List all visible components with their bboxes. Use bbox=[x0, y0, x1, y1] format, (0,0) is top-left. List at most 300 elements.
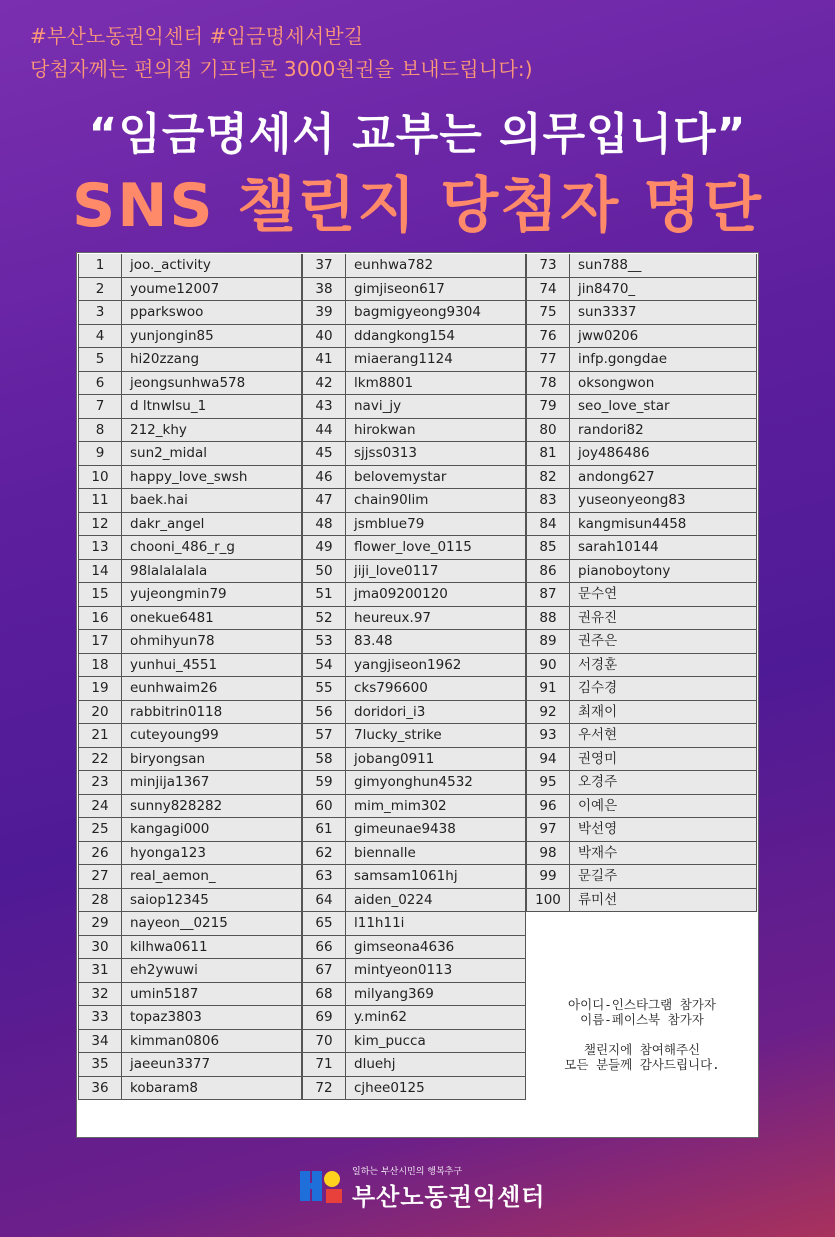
winner-number: 37 bbox=[302, 254, 346, 277]
winner-id: yunhui_4551 bbox=[122, 654, 302, 677]
table-row bbox=[78, 489, 302, 513]
table-row bbox=[526, 442, 757, 466]
winner-id: jma09200120 bbox=[346, 583, 526, 606]
winner-id: biennalle bbox=[346, 842, 526, 865]
winner-number: 94 bbox=[526, 748, 570, 771]
winner-number: 49 bbox=[302, 536, 346, 559]
table-row bbox=[526, 865, 757, 889]
table-row bbox=[302, 1030, 526, 1054]
table-row bbox=[78, 889, 302, 913]
winner-number: 89 bbox=[526, 630, 570, 653]
winner-number: 77 bbox=[526, 348, 570, 371]
table-row bbox=[78, 983, 302, 1007]
winner-number: 79 bbox=[526, 395, 570, 418]
winner-id: 이예은 bbox=[570, 795, 757, 818]
winner-id: 우서현 bbox=[570, 724, 757, 747]
winner-id: joo._activity bbox=[122, 254, 302, 277]
table-row bbox=[526, 583, 757, 607]
winner-number: 51 bbox=[302, 583, 346, 606]
winner-number: 59 bbox=[302, 771, 346, 794]
table-row bbox=[302, 513, 526, 537]
winners-column-2 bbox=[302, 254, 526, 1100]
winner-id: minjija1367 bbox=[122, 771, 302, 794]
table-row bbox=[78, 865, 302, 889]
winner-id: sarah10144 bbox=[570, 536, 757, 559]
winner-id: andong627 bbox=[570, 466, 757, 489]
winner-id: baek.hai bbox=[122, 489, 302, 512]
table-row bbox=[526, 701, 757, 725]
note-line-instagram: 아이디-인스타그램 참가자 bbox=[568, 997, 716, 1012]
org-logo-icon bbox=[298, 1167, 346, 1209]
table-row bbox=[302, 278, 526, 302]
winner-id: eunhwaim26 bbox=[122, 677, 302, 700]
winner-id: jww0206 bbox=[570, 325, 757, 348]
table-row bbox=[526, 536, 757, 560]
winner-number: 74 bbox=[526, 278, 570, 301]
table-row bbox=[78, 912, 302, 936]
table-row bbox=[78, 395, 302, 419]
table-row bbox=[302, 607, 526, 631]
table-row bbox=[78, 442, 302, 466]
winner-id: aiden_0224 bbox=[346, 889, 526, 912]
winner-number: 5 bbox=[78, 348, 122, 371]
table-row bbox=[78, 654, 302, 678]
winner-id: gimjiseon617 bbox=[346, 278, 526, 301]
winner-number: 32 bbox=[78, 983, 122, 1006]
winner-id: nayeon__0215 bbox=[122, 912, 302, 935]
winner-number: 9 bbox=[78, 442, 122, 465]
winner-id: rabbitrin0118 bbox=[122, 701, 302, 724]
table-row bbox=[302, 325, 526, 349]
winner-id: 류미선 bbox=[570, 889, 757, 912]
winner-number: 6 bbox=[78, 372, 122, 395]
winner-number: 41 bbox=[302, 348, 346, 371]
winner-id: seo_love_star bbox=[570, 395, 757, 418]
table-row bbox=[302, 583, 526, 607]
winner-id: 김수경 bbox=[570, 677, 757, 700]
table-row bbox=[78, 677, 302, 701]
winner-number: 61 bbox=[302, 818, 346, 841]
table-row bbox=[302, 889, 526, 913]
winner-id: cjhee0125 bbox=[346, 1077, 526, 1100]
winner-number: 83 bbox=[526, 489, 570, 512]
winner-id: sun3337 bbox=[570, 301, 757, 324]
winner-number: 39 bbox=[302, 301, 346, 324]
winner-id: 최재이 bbox=[570, 701, 757, 724]
winner-id: sun788__ bbox=[570, 254, 757, 277]
winner-number: 7 bbox=[78, 395, 122, 418]
winner-number: 50 bbox=[302, 560, 346, 583]
winner-id: gimyonghun4532 bbox=[346, 771, 526, 794]
winner-number: 56 bbox=[302, 701, 346, 724]
winner-number: 64 bbox=[302, 889, 346, 912]
table-row bbox=[526, 607, 757, 631]
winner-id: eunhwa782 bbox=[346, 254, 526, 277]
winner-number: 70 bbox=[302, 1030, 346, 1053]
winner-id: mim_mim302 bbox=[346, 795, 526, 818]
winner-number: 62 bbox=[302, 842, 346, 865]
table-row bbox=[302, 724, 526, 748]
winner-number: 36 bbox=[78, 1077, 122, 1100]
winner-id: d ltnwlsu_1 bbox=[122, 395, 302, 418]
winner-id: milyang369 bbox=[346, 983, 526, 1006]
table-row bbox=[526, 395, 757, 419]
org-name: 부산노동권익센터 bbox=[352, 1183, 546, 1211]
winner-number: 34 bbox=[78, 1030, 122, 1053]
winner-id: real_aemon_ bbox=[122, 865, 302, 888]
winner-number: 71 bbox=[302, 1053, 346, 1076]
winner-id: dluehj bbox=[346, 1053, 526, 1076]
table-row bbox=[526, 889, 757, 913]
table-row bbox=[78, 583, 302, 607]
table-row bbox=[78, 419, 302, 443]
note-line-facebook: 이름-페이스북 참가자 bbox=[580, 1012, 704, 1027]
headline: “임금명세서 교부는 의무입니다” bbox=[88, 109, 747, 160]
winner-number: 84 bbox=[526, 513, 570, 536]
winner-id: eh2ywuwi bbox=[122, 959, 302, 982]
winner-id: youme12007 bbox=[122, 278, 302, 301]
winner-id: jin8470_ bbox=[570, 278, 757, 301]
table-row bbox=[78, 771, 302, 795]
winner-number: 53 bbox=[302, 630, 346, 653]
winner-id: 박선영 bbox=[570, 818, 757, 841]
table-row bbox=[78, 278, 302, 302]
table-row bbox=[78, 630, 302, 654]
winner-id: doridori_i3 bbox=[346, 701, 526, 724]
table-row bbox=[302, 419, 526, 443]
winner-number: 96 bbox=[526, 795, 570, 818]
winner-number: 4 bbox=[78, 325, 122, 348]
org-logo bbox=[298, 1164, 545, 1212]
table-row bbox=[526, 560, 757, 584]
winner-id: happy_love_swsh bbox=[122, 466, 302, 489]
winner-id: cuteyoung99 bbox=[122, 724, 302, 747]
winner-number: 54 bbox=[302, 654, 346, 677]
winner-id: biryongsan bbox=[122, 748, 302, 771]
table-row bbox=[526, 419, 757, 443]
winner-number: 98 bbox=[526, 842, 570, 865]
winner-number: 97 bbox=[526, 818, 570, 841]
winner-id: yangjiseon1962 bbox=[346, 654, 526, 677]
winner-number: 18 bbox=[78, 654, 122, 677]
winner-number: 52 bbox=[302, 607, 346, 630]
table-row bbox=[526, 466, 757, 490]
winner-number: 90 bbox=[526, 654, 570, 677]
winners-column-3 bbox=[526, 254, 757, 912]
winner-number: 25 bbox=[78, 818, 122, 841]
table-row bbox=[78, 818, 302, 842]
table-row bbox=[78, 348, 302, 372]
winner-number: 45 bbox=[302, 442, 346, 465]
winner-number: 80 bbox=[526, 419, 570, 442]
note-line-thanks-2: 모든 분들께 감사드립니다. bbox=[564, 1057, 720, 1072]
winner-id: sunny828282 bbox=[122, 795, 302, 818]
table-row bbox=[302, 748, 526, 772]
table-row bbox=[78, 795, 302, 819]
winner-number: 26 bbox=[78, 842, 122, 865]
winner-number: 29 bbox=[78, 912, 122, 935]
winner-id: pianoboytony bbox=[570, 560, 757, 583]
winner-number: 14 bbox=[78, 560, 122, 583]
winner-id: topaz3803 bbox=[122, 1006, 302, 1029]
table-row bbox=[78, 372, 302, 396]
table-row bbox=[302, 771, 526, 795]
table-row bbox=[78, 560, 302, 584]
table-row bbox=[78, 466, 302, 490]
table-row bbox=[526, 654, 757, 678]
hashtag-line: #부산노동권익센터 #임금명세서받길 bbox=[30, 24, 364, 48]
winner-number: 47 bbox=[302, 489, 346, 512]
org-tagline: 일하는 부산시민의 행복추구 bbox=[352, 1167, 463, 1177]
winner-number: 86 bbox=[526, 560, 570, 583]
winner-number: 81 bbox=[526, 442, 570, 465]
table-row bbox=[302, 630, 526, 654]
winner-number: 85 bbox=[526, 536, 570, 559]
winner-number: 42 bbox=[302, 372, 346, 395]
winner-number: 91 bbox=[526, 677, 570, 700]
winner-id: 문수연 bbox=[570, 583, 757, 606]
winner-number: 12 bbox=[78, 513, 122, 536]
winner-number: 58 bbox=[302, 748, 346, 771]
winner-id: l11h11i bbox=[346, 912, 526, 935]
winner-number: 19 bbox=[78, 677, 122, 700]
table-row bbox=[78, 1030, 302, 1054]
winner-number: 23 bbox=[78, 771, 122, 794]
winner-number: 35 bbox=[78, 1053, 122, 1076]
winner-id: 권영미 bbox=[570, 748, 757, 771]
table-row bbox=[302, 442, 526, 466]
winner-number: 88 bbox=[526, 607, 570, 630]
winner-number: 44 bbox=[302, 419, 346, 442]
winners-table bbox=[76, 252, 759, 1138]
table-row bbox=[302, 1006, 526, 1030]
winner-id: hi20zzang bbox=[122, 348, 302, 371]
table-row bbox=[526, 372, 757, 396]
table-row bbox=[78, 301, 302, 325]
winner-id: mintyeon0113 bbox=[346, 959, 526, 982]
winner-number: 33 bbox=[78, 1006, 122, 1029]
winner-number: 95 bbox=[526, 771, 570, 794]
table-row bbox=[78, 1077, 302, 1101]
winner-number: 2 bbox=[78, 278, 122, 301]
winner-number: 46 bbox=[302, 466, 346, 489]
winner-number: 78 bbox=[526, 372, 570, 395]
winner-id: y.min62 bbox=[346, 1006, 526, 1029]
winner-number: 75 bbox=[526, 301, 570, 324]
winner-id: lkm8801 bbox=[346, 372, 526, 395]
table-row bbox=[526, 489, 757, 513]
winner-number: 13 bbox=[78, 536, 122, 559]
winner-number: 24 bbox=[78, 795, 122, 818]
winner-id: 212_khy bbox=[122, 419, 302, 442]
winner-number: 69 bbox=[302, 1006, 346, 1029]
winner-id: chooni_486_r_g bbox=[122, 536, 302, 559]
winner-number: 20 bbox=[78, 701, 122, 724]
table-row bbox=[526, 842, 757, 866]
winner-id: 98lalalalala bbox=[122, 560, 302, 583]
winner-number: 31 bbox=[78, 959, 122, 982]
table-row bbox=[302, 795, 526, 819]
winner-number: 27 bbox=[78, 865, 122, 888]
winner-id: saiop12345 bbox=[122, 889, 302, 912]
table-row bbox=[302, 1053, 526, 1077]
winner-id: bagmigyeong9304 bbox=[346, 301, 526, 324]
winner-number: 87 bbox=[526, 583, 570, 606]
winner-id: belovemystar bbox=[346, 466, 526, 489]
table-row bbox=[526, 748, 757, 772]
table-row bbox=[526, 795, 757, 819]
table-row bbox=[302, 489, 526, 513]
winner-number: 28 bbox=[78, 889, 122, 912]
table-row bbox=[78, 607, 302, 631]
note-line-thanks-1: 챌린지에 참여해주신 bbox=[583, 1042, 701, 1057]
winner-id: 권유진 bbox=[570, 607, 757, 630]
winner-id: gimeunae9438 bbox=[346, 818, 526, 841]
table-row bbox=[302, 959, 526, 983]
winner-id: 박재수 bbox=[570, 842, 757, 865]
table-row bbox=[302, 983, 526, 1007]
winner-number: 22 bbox=[78, 748, 122, 771]
table-row bbox=[302, 395, 526, 419]
winner-number: 10 bbox=[78, 466, 122, 489]
winner-id: joy486486 bbox=[570, 442, 757, 465]
winner-id: kangmisun4458 bbox=[570, 513, 757, 536]
table-row bbox=[526, 771, 757, 795]
winner-number: 43 bbox=[302, 395, 346, 418]
winner-number: 17 bbox=[78, 630, 122, 653]
table-row bbox=[78, 748, 302, 772]
table-row bbox=[78, 1006, 302, 1030]
winner-id: jsmblue79 bbox=[346, 513, 526, 536]
winner-id: randori82 bbox=[570, 419, 757, 442]
table-row bbox=[302, 254, 526, 278]
winner-number: 15 bbox=[78, 583, 122, 606]
table-row bbox=[526, 724, 757, 748]
winner-number: 72 bbox=[302, 1077, 346, 1100]
table-row bbox=[526, 301, 757, 325]
table-row bbox=[78, 254, 302, 278]
winner-id: jeongsunhwa578 bbox=[122, 372, 302, 395]
table-row bbox=[78, 325, 302, 349]
winner-id: miaerang1124 bbox=[346, 348, 526, 371]
winner-number: 66 bbox=[302, 936, 346, 959]
table-row bbox=[302, 912, 526, 936]
table-row bbox=[526, 513, 757, 537]
winner-id: jaeeun3377 bbox=[122, 1053, 302, 1076]
winner-id: onekue6481 bbox=[122, 607, 302, 630]
table-row bbox=[302, 560, 526, 584]
winner-id: yunjongin85 bbox=[122, 325, 302, 348]
table-row bbox=[302, 654, 526, 678]
table-row bbox=[302, 677, 526, 701]
table-row bbox=[302, 466, 526, 490]
notice-line: 당첨자께는 편의점 기프티콘 3000원권을 보내드립니다:) bbox=[30, 57, 533, 81]
winner-number: 21 bbox=[78, 724, 122, 747]
winner-id: kim_pucca bbox=[346, 1030, 526, 1053]
winner-number: 30 bbox=[78, 936, 122, 959]
table-row bbox=[78, 701, 302, 725]
winner-number: 3 bbox=[78, 301, 122, 324]
winner-number: 76 bbox=[526, 325, 570, 348]
winner-number: 16 bbox=[78, 607, 122, 630]
table-row bbox=[78, 1053, 302, 1077]
winner-id: 7lucky_strike bbox=[346, 724, 526, 747]
table-row bbox=[526, 818, 757, 842]
winner-number: 73 bbox=[526, 254, 570, 277]
winner-number: 67 bbox=[302, 959, 346, 982]
winner-number: 63 bbox=[302, 865, 346, 888]
winner-number: 57 bbox=[302, 724, 346, 747]
winner-number: 82 bbox=[526, 466, 570, 489]
table-row bbox=[302, 372, 526, 396]
winner-number: 99 bbox=[526, 865, 570, 888]
table-row bbox=[78, 936, 302, 960]
winner-id: navi_jy bbox=[346, 395, 526, 418]
winner-number: 92 bbox=[526, 701, 570, 724]
table-row bbox=[78, 513, 302, 537]
winner-number: 93 bbox=[526, 724, 570, 747]
participation-note bbox=[526, 951, 758, 1137]
winner-id: yujeongmin79 bbox=[122, 583, 302, 606]
winner-id: kangagi000 bbox=[122, 818, 302, 841]
winner-number: 11 bbox=[78, 489, 122, 512]
winner-id: dakr_angel bbox=[122, 513, 302, 536]
winner-id: chain90lim bbox=[346, 489, 526, 512]
table-row bbox=[78, 536, 302, 560]
winner-number: 60 bbox=[302, 795, 346, 818]
winner-number: 100 bbox=[526, 889, 570, 912]
winner-id: flower_love_0115 bbox=[346, 536, 526, 559]
winner-id: ohmihyun78 bbox=[122, 630, 302, 653]
table-row bbox=[302, 818, 526, 842]
table-row bbox=[302, 348, 526, 372]
table-row bbox=[526, 278, 757, 302]
table-row bbox=[526, 325, 757, 349]
winner-id: samsam1061hj bbox=[346, 865, 526, 888]
table-row bbox=[526, 348, 757, 372]
winner-id: jobang0911 bbox=[346, 748, 526, 771]
winner-id: gimseona4636 bbox=[346, 936, 526, 959]
winner-id: hirokwan bbox=[346, 419, 526, 442]
table-row bbox=[302, 1077, 526, 1101]
winner-id: 서경훈 bbox=[570, 654, 757, 677]
winners-column-1 bbox=[78, 254, 302, 1100]
table-row bbox=[302, 842, 526, 866]
winner-number: 8 bbox=[78, 419, 122, 442]
winner-id: pparkswoo bbox=[122, 301, 302, 324]
winner-number: 65 bbox=[302, 912, 346, 935]
winner-number: 1 bbox=[78, 254, 122, 277]
winner-id: kobaram8 bbox=[122, 1077, 302, 1100]
winner-id: heureux.97 bbox=[346, 607, 526, 630]
winner-id: cks796600 bbox=[346, 677, 526, 700]
table-row bbox=[78, 842, 302, 866]
winner-id: hyonga123 bbox=[122, 842, 302, 865]
winner-id: sjjss0313 bbox=[346, 442, 526, 465]
table-row bbox=[78, 959, 302, 983]
winner-id: 문길주 bbox=[570, 865, 757, 888]
table-row bbox=[526, 677, 757, 701]
winner-number: 68 bbox=[302, 983, 346, 1006]
winner-number: 38 bbox=[302, 278, 346, 301]
winner-id: umin5187 bbox=[122, 983, 302, 1006]
winner-number: 55 bbox=[302, 677, 346, 700]
winner-id: infp.gongdae bbox=[570, 348, 757, 371]
winner-number: 40 bbox=[302, 325, 346, 348]
winner-id: jiji_love0117 bbox=[346, 560, 526, 583]
table-row bbox=[526, 254, 757, 278]
winner-id: kimman0806 bbox=[122, 1030, 302, 1053]
